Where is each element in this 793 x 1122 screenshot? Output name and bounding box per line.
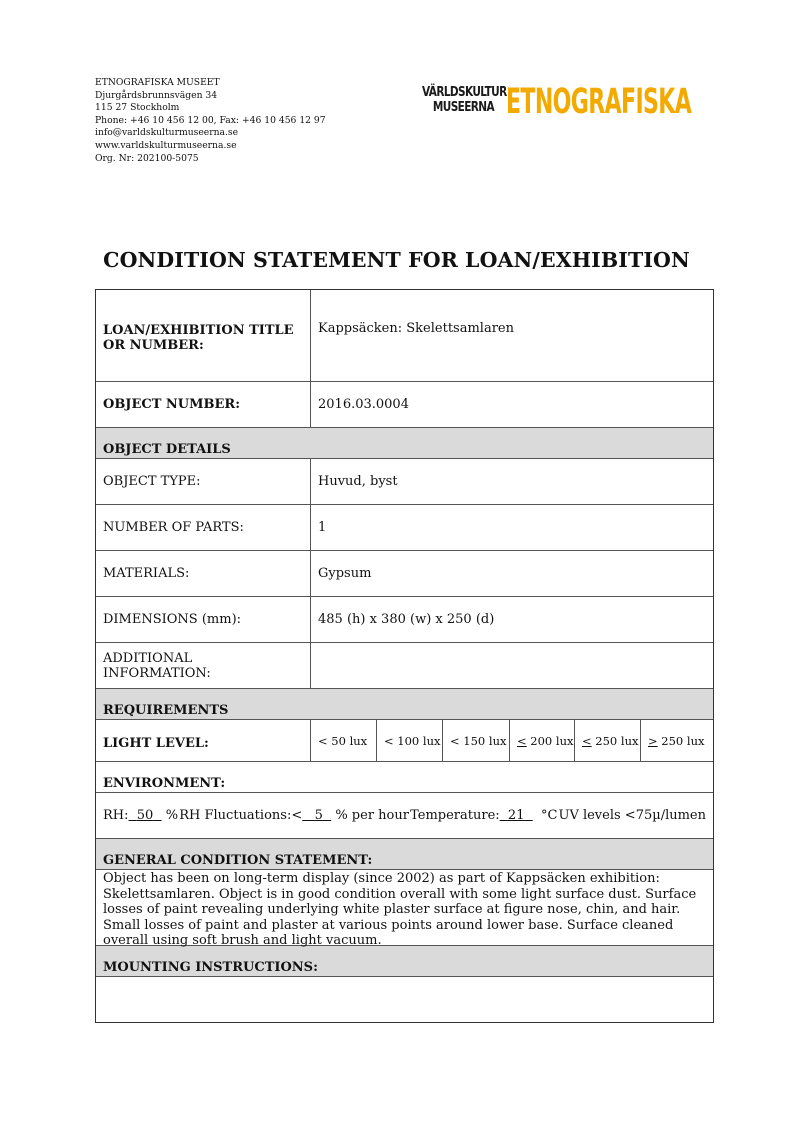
light-option-text: 50 lux bbox=[327, 734, 368, 748]
mounting-instructions-row bbox=[96, 977, 713, 1022]
additional-info-value[interactable] bbox=[311, 643, 713, 688]
additional-info-label: ADDITIONAL INFORMATION: bbox=[96, 643, 311, 688]
light-option-200[interactable] bbox=[510, 720, 575, 761]
condition-statement-row bbox=[96, 870, 713, 946]
museum-street: Djurgårdsbrunnsvägen 34 bbox=[95, 89, 218, 101]
object-type-row bbox=[96, 459, 713, 505]
mounting-instructions-text[interactable] bbox=[96, 977, 110, 1022]
rh-fluctuations-label: RH Fluctuations:< bbox=[179, 808, 303, 823]
page-title: CONDITION STATEMENT FOR LOAN/EXHIBITION bbox=[103, 248, 690, 272]
object-number-label: OBJECT NUMBER: bbox=[96, 382, 311, 427]
temperature-value[interactable] bbox=[500, 808, 533, 823]
additional-info-row bbox=[96, 643, 713, 689]
museum-website[interactable]: www.varldskulturmuseerna.se bbox=[95, 139, 237, 151]
requirements-heading: REQUIREMENTS bbox=[96, 689, 713, 720]
museum-name: ETNOGRAFISKA MUSEET bbox=[95, 77, 220, 88]
temperature-label: Temperature: bbox=[410, 808, 500, 823]
rh-fluctuations-value[interactable] bbox=[302, 808, 331, 823]
environment-heading: ENVIRONMENT: bbox=[96, 762, 713, 793]
museum-address-block bbox=[95, 77, 326, 165]
light-option-text: 200 lux bbox=[526, 734, 574, 748]
uv-levels: UV levels <75µ/lumen bbox=[558, 808, 706, 823]
light-option-text: 250 lux bbox=[591, 734, 639, 748]
condition-statement-text[interactable]: Object has been on long-term display (since 2002) as part of Kappsäcken exhibition: Skelettsamlaren. Object is in good condition overall with some light surface dust. Surface losses of paint revealing underlying white plaster surface at figure nose, chin, and hair. Small losses of paint and plaster at various points around lower base. Surface cleaned overall using soft brush and light vacuum. bbox=[103, 871, 697, 948]
dimensions-value[interactable]: 485 (h) x 380 (w) x 250 (d) bbox=[318, 612, 495, 627]
environment-values-row bbox=[96, 793, 713, 839]
rh-label: RH: bbox=[103, 808, 129, 823]
object-type-label: OBJECT TYPE: bbox=[96, 459, 311, 504]
light-option-text: 150 lux bbox=[459, 734, 507, 748]
light-option-symbol: < bbox=[582, 734, 592, 748]
condition-statement-heading: GENERAL CONDITION STATEMENT: bbox=[96, 839, 713, 870]
materials-value[interactable]: Gypsum bbox=[318, 566, 372, 581]
condition-form bbox=[95, 289, 714, 1023]
dimensions-row bbox=[96, 597, 713, 643]
rh-value-text: 50 bbox=[136, 808, 154, 823]
light-option-text: 100 lux bbox=[393, 734, 441, 748]
light-option-symbol: > bbox=[648, 734, 658, 748]
light-option-text: 250 lux bbox=[657, 734, 705, 748]
light-level-row bbox=[96, 720, 713, 762]
temperature-value-text: 21 bbox=[507, 808, 525, 823]
dimensions-label: DIMENSIONS (mm): bbox=[96, 597, 311, 642]
materials-label: MATERIALS: bbox=[96, 551, 311, 596]
museum-phone: Phone: +46 10 456 12 00, Fax: +46 10 456 12 97 bbox=[95, 114, 326, 126]
light-option-symbol: < bbox=[384, 734, 394, 748]
museum-org-number: Org. Nr: 202100-5075 bbox=[95, 152, 199, 164]
object-number-value[interactable]: 2016.03.0004 bbox=[318, 397, 409, 412]
light-option-250[interactable] bbox=[575, 720, 641, 761]
object-details-heading: OBJECT DETAILS bbox=[96, 428, 713, 459]
number-of-parts-row bbox=[96, 505, 713, 551]
light-option-symbol: < bbox=[318, 734, 328, 748]
object-type-value[interactable]: Huvud, byst bbox=[318, 474, 398, 489]
light-option-symbol: < bbox=[517, 734, 527, 748]
rh-fluctuations-value-text: 5 bbox=[314, 808, 323, 823]
light-option-symbol: < bbox=[450, 734, 460, 748]
number-of-parts-label: NUMBER OF PARTS: bbox=[96, 505, 311, 550]
museum-email[interactable]: info@varldskulturmuseerna.se bbox=[95, 127, 239, 139]
number-of-parts-value[interactable]: 1 bbox=[318, 520, 327, 535]
loan-title-row bbox=[96, 290, 713, 382]
logo-wordmark-small bbox=[422, 85, 507, 115]
loan-title-label: LOAN/EXHIBITION TITLE OR NUMBER: bbox=[96, 290, 311, 381]
logo-line1: VÄRLDSKULTUR bbox=[422, 84, 507, 100]
museum-logo bbox=[422, 84, 702, 124]
light-option-50[interactable] bbox=[311, 720, 377, 761]
light-option-100[interactable] bbox=[377, 720, 443, 761]
materials-row bbox=[96, 551, 713, 597]
logo-wordmark-brand: ETNOGRAFISKA bbox=[506, 82, 692, 122]
light-option-150[interactable] bbox=[443, 720, 510, 761]
museum-city: 115 27 Stockholm bbox=[95, 102, 180, 114]
logo-line2: MUSEERNA bbox=[432, 99, 495, 115]
object-number-row bbox=[96, 382, 713, 428]
rh-fluctuations-unit: % per hour bbox=[335, 808, 409, 823]
light-level-options bbox=[311, 720, 713, 761]
light-option-over-250[interactable] bbox=[641, 720, 713, 761]
rh-unit: % bbox=[165, 808, 179, 823]
mounting-instructions-heading: MOUNTING INSTRUCTIONS: bbox=[96, 946, 713, 977]
light-level-label: LIGHT LEVEL: bbox=[96, 720, 311, 761]
loan-title-value[interactable]: Kappsäcken: Skelettsamlaren bbox=[318, 321, 514, 336]
temperature-unit: °C bbox=[541, 808, 558, 823]
rh-value[interactable] bbox=[129, 808, 162, 823]
